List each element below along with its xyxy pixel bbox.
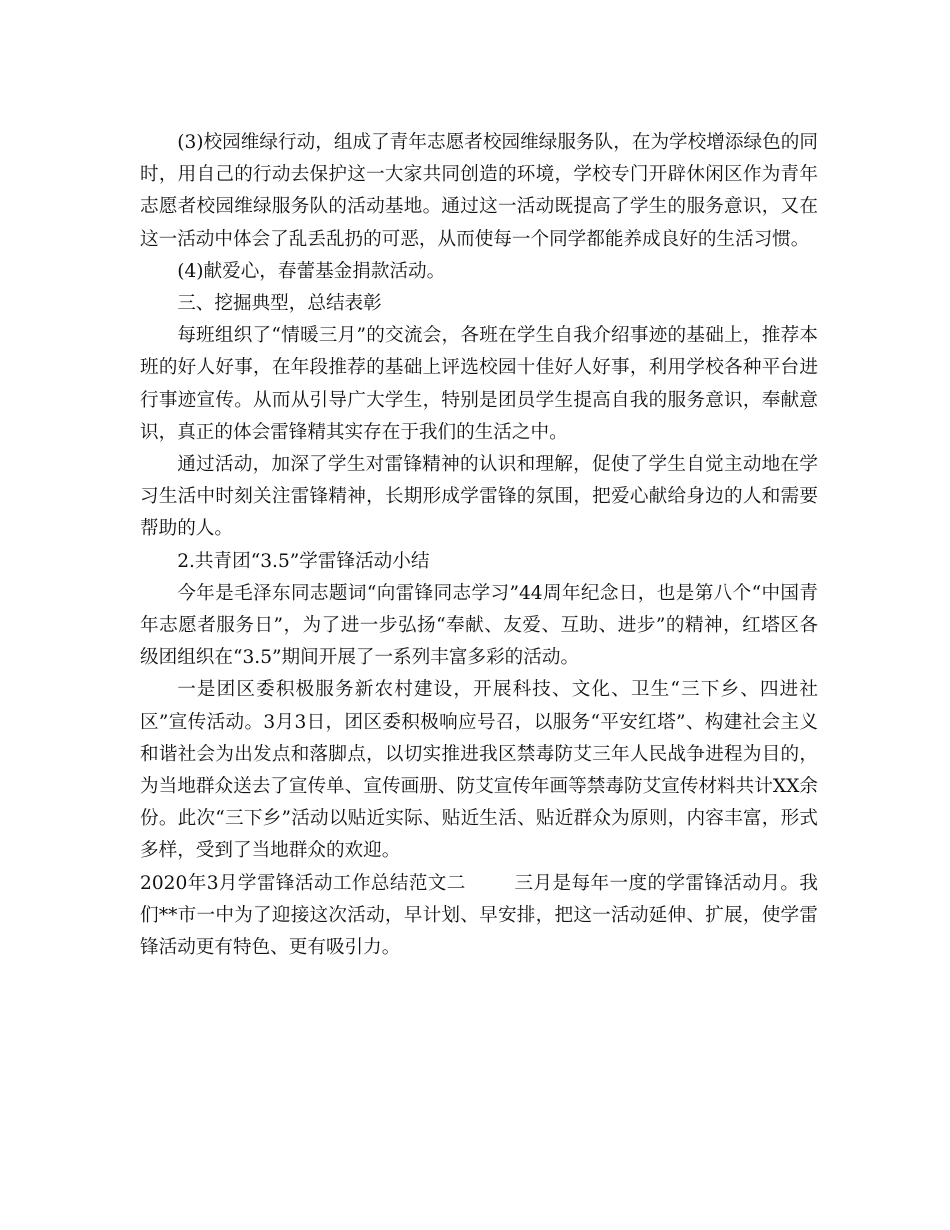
paragraph-donation: (4)献爱心，春蕾基金捐款活动。 [177,260,446,282]
section-heading-typical-examples: 三、挖掘典型，总结表彰 [177,293,382,315]
sample-two-text: 三月是每年一度的学雷锋活动月。我们**市一中为了迎接这次活动，早计划、早安排，把这一活动延伸、扩展，使学雷锋活动更有特色、更有吸引力。 [140,872,818,959]
paragraph-campus-greening: (3)校园维绿行动，组成了青年志愿者校园维绿服务队，在为学校增添绿色的同时，用自己的行动去保护这一大家共同创造的环境，学校专门开辟休闲区作为青年志愿者校园维绿服务队的活动基地。通过这一活动既提高了学生的服务意识，又在这一活动中体会了乱丢乱扔的可恶，从而使每一个同学都能养成良好的生活习惯。 [140,132,818,250]
paragraph-sample-two [140,868,818,965]
paragraph-anniversary: 今年是毛泽东同志题词“向雷锋同志学习”44周年纪念日，也是第八个“中国青年志愿者服务日”，为了进一步弘扬“奉献、友爱、互助、进步”的精神，红塔区各级团组织在“3.5”期间开展了一系列丰富多彩的活动。 [140,582,818,669]
section-heading-league-summary: 2.共青团“3.5”学雷锋活动小结 [177,550,430,572]
paragraph-class-exchange: 每班组织了“情暖三月”的交流会，各班在学生自我介绍事迹的基础上，推荐本班的好人好事，在年段推荐的基础上评选校园十佳好人好事，利用学校各种平台进行事迹宣传。从而从引导广大学生，特别是团员学生提高自我的服务意识，奉献意识，真正的体会雷锋精其实存在于我们的生活之中。 [140,325,818,443]
paragraph-activity-effect: 通过活动，加深了学生对雷锋精神的认识和理解，促使了学生自觉主动地在学习生活中时刻关注雷锋精神，长期形成学雷锋的氛围，把爱心献给身边的人和需要帮助的人。 [140,454,818,540]
paragraph-rural-service: 一是团区委积极服务新农村建设，开展科技、文化、卫生“三下乡、四进社区”宣传活动。3月3日，团区委积极响应号召，以服务“平安红塔”、构建社会主义和谐社会为出发点和落脚点，以切实推进我区禁毒防艾三年人民战争进程为目的，为当地群众送去了宣传单、宣传画册、防艾宣传年画等禁毒防艾宣传材料共计XX余份。此次“三下乡”活动以贴近实际、贴近生活、贴近群众为原则，内容丰富，形式多样，受到了当地群众的欢迎。 [140,679,818,862]
sample-two-title: 2020年3月学雷锋活动工作总结范文二 [140,872,466,894]
document-body [140,127,818,964]
